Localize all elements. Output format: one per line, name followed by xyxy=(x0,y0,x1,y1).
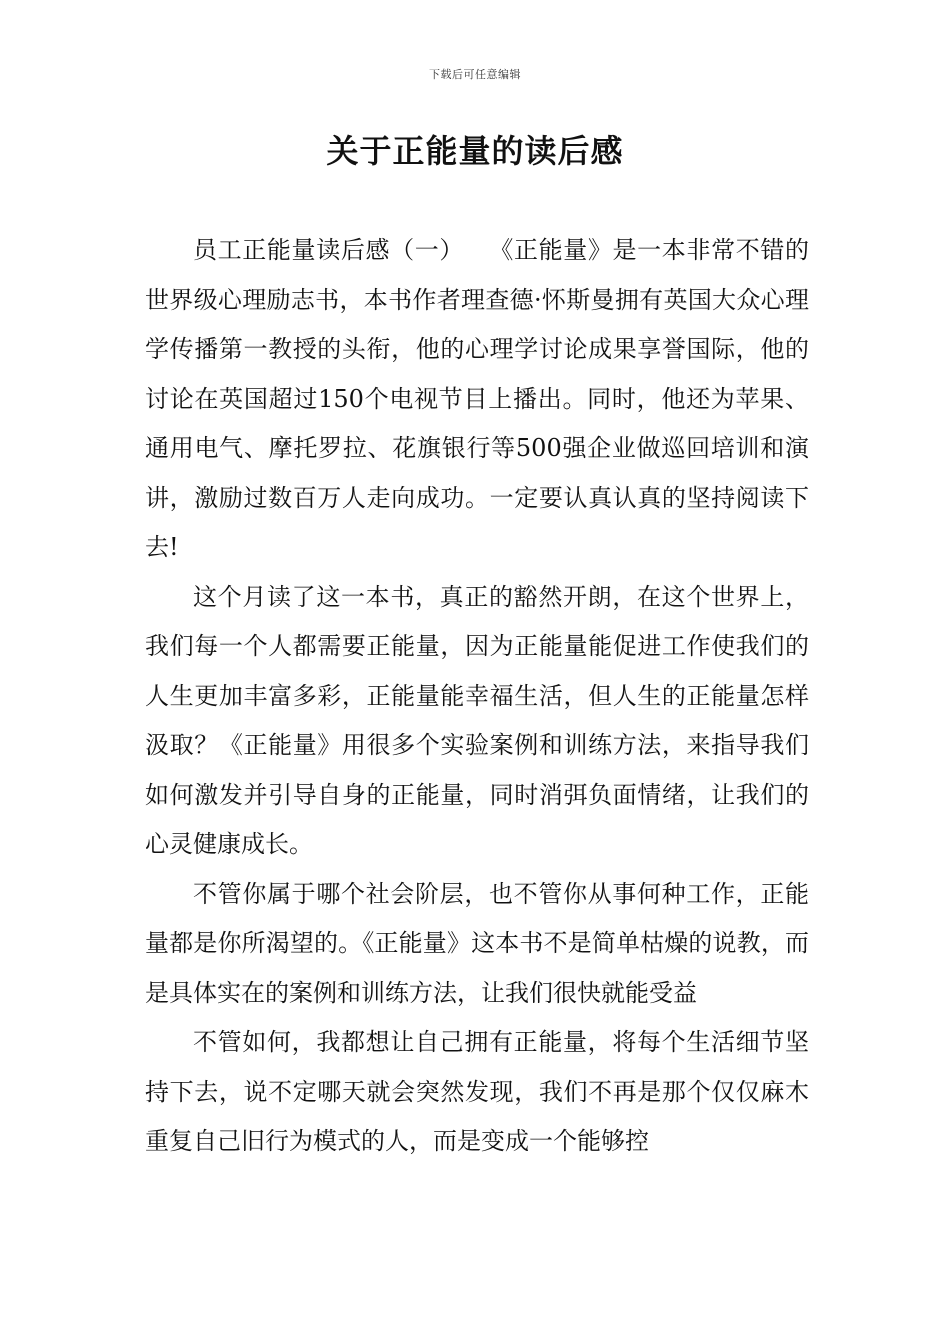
paragraph-3: 不管你属于哪个社会阶层，也不管你从事何种工作，正能量都是你所渴望的。《正能量》这本书不是简单枯燥的说教，而是具体实在的案例和训练方法，让我们很快就能受益 xyxy=(145,879,809,1007)
paragraph-4: 不管如何，我都想让自己拥有正能量，将每个生活细节坚持下去，说不定哪天就会突然发现，我们不再是那个仅仅麻木重复自己旧行为模式的人，而是变成一个能够控 xyxy=(145,1028,809,1155)
document-title: 关于正能量的读后感 xyxy=(326,132,624,170)
paragraph-2: 这个月读了这一本书，真正的豁然开朗，在这个世界上，我们每一个人都需要正能量，因为正能量能促进工作使我们的人生更加丰富多彩，正能量能幸福生活，但人生的正能量怎样汲取？《正能量》用很多个实验案例和训练方法，来指导我们如何激发并引导自身的正能量，同时消弭负面情绪，让我们的心灵健康成长。 xyxy=(145,582,809,858)
header-note: 下载后可任意编辑 xyxy=(429,68,521,81)
paragraph-1: 员工正能量读后感（一） 《正能量》是一本非常不错的世界级心理励志书，本书作者理查德·怀斯曼拥有英国大众心理学传播第一教授的头衔，他的心理学讨论成果享誉国际，他的讨论在英国超过150个电视节目上播出。同时，他还为苹果、通用电气、摩托罗拉、花旗银行等500强企业做巡回培训和演讲，激励过数百万人走向成功。一定要认真认真的坚持阅读下去! xyxy=(145,236,809,561)
document-body xyxy=(145,226,809,1167)
